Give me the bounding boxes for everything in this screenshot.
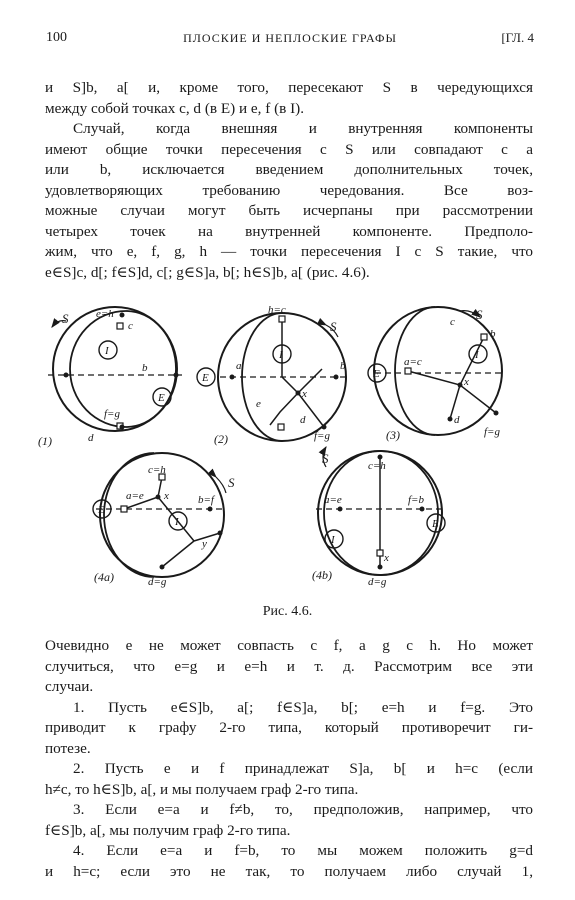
- panel-2-label-f: f=g: [314, 430, 330, 442]
- panel-4a-label-y: y: [202, 538, 207, 550]
- panel-1-label-e-comp: E: [158, 392, 165, 404]
- running-title: ПЛОСКИЕ И НЕПЛОСКИЕ ГРАФЫ: [183, 31, 397, 45]
- text-block-top: [45, 78, 533, 283]
- panel-4b-label-b: f=b: [408, 494, 424, 506]
- panel-4b-label-c: c=h: [368, 460, 386, 472]
- panel-1-id: (1): [38, 434, 52, 448]
- panel-3-diagram: [368, 307, 502, 435]
- text-block-bottom: [45, 636, 533, 882]
- text-line: приводит к графу 2-го типа, который противоречит ги-: [45, 719, 533, 736]
- figure-4-6: [30, 297, 550, 597]
- text-line: случиться, что e=g и e=h и т. д. Рассмотрим все эти: [45, 657, 533, 675]
- panel-4b-label-i: I: [331, 534, 335, 546]
- text-line: 4. Если e=a и f=b, то мы можем положить g=d: [73, 842, 533, 859]
- panel-1-label-i: I: [105, 345, 109, 357]
- panel-2-label-i: I: [279, 349, 283, 361]
- text-line: h≠c, то h∈S]b, a[, и мы получаем граф 2-го типа.: [45, 780, 359, 798]
- text-line: между собой точках c, d (в E) и e, f (в I).: [45, 99, 305, 117]
- panel-4b-label-d: d=g: [368, 576, 387, 588]
- panel-2-id: (2): [214, 432, 228, 446]
- panel-2-label-e: e: [256, 398, 261, 410]
- text-line: 1. Пусть e∈S]b, a[; f∈S]a, b[; e=h и f=g. Это: [73, 698, 533, 716]
- text-line: 2. Пусть e и f принадлежат S]a, b[ и h=c (если: [73, 760, 533, 777]
- chapter-marker: [ГЛ. 4: [501, 30, 534, 45]
- panel-2-diagram: [197, 313, 348, 441]
- panel-1-label-f: f=g: [104, 408, 120, 420]
- panel-2-label-a: a: [236, 360, 242, 372]
- panel-4a-id: (4a): [94, 570, 114, 584]
- page-number: 100: [46, 30, 67, 45]
- text-line: потезе.: [45, 739, 91, 757]
- panel-3-label-s: S: [476, 307, 483, 322]
- panel-2-label-s: S: [330, 319, 337, 334]
- panel-3-label-d: d: [454, 414, 460, 426]
- text-line: Случай, когда внешняя и внутренняя компоненты: [73, 120, 533, 137]
- panel-4a-label-d: d=g: [148, 576, 167, 588]
- panel-1-label-e: e=h: [96, 308, 114, 320]
- text-line: четырех точек на внутренней компоненте. Предполо-: [45, 222, 533, 240]
- panel-4b-label-a: a=e: [324, 494, 342, 506]
- panel-3-label-a: a=c: [404, 356, 422, 368]
- panel-2-label-x: x: [302, 388, 307, 400]
- panel-4a-label-c: c=h: [148, 464, 166, 476]
- panel-3-label-f: f=g: [484, 426, 500, 438]
- panel-3-label-i: I: [475, 349, 479, 361]
- text-line: или b, исключается введением дополнительных точек,: [45, 161, 533, 178]
- panel-3-label-x: x: [464, 376, 469, 388]
- panel-2-label-b: b: [340, 360, 346, 372]
- panel-1-label-b: b: [142, 362, 148, 374]
- panel-4b-label-s: S: [322, 451, 329, 466]
- panel-2-label-d: d: [300, 414, 306, 426]
- panel-4b-id: (4b): [312, 568, 332, 582]
- panel-1-label-s: S: [62, 311, 69, 326]
- text-line: имеют общие точки пересечения с S или совпадают с a: [45, 140, 533, 158]
- text-line: e∈S]c, d[; f∈S]d, c[; g∈S]a, b[; h∈S]b, a[ (рис. 4.6).: [45, 263, 370, 281]
- panel-3-id: (3): [386, 428, 400, 442]
- text-line: случаи.: [45, 678, 94, 695]
- text-line: Очевидно e не может совпасть с f, a g с h. Но может: [45, 637, 533, 654]
- panel-4b-label-e-comp: E: [432, 518, 439, 530]
- panel-1-label-d: d: [88, 432, 94, 444]
- panel-4a-label-x: x: [164, 490, 169, 502]
- text-line: и S]b, a[ и, кроме того, пересекают S в чередующихся: [45, 79, 533, 96]
- text-line: и h=c; если это не так, то получаем либо случай 1,: [45, 862, 533, 880]
- text-line: можные случаи могут быть исчерпаны при рассмотрении: [45, 202, 533, 219]
- panel-2-label-e-comp: E: [202, 372, 209, 384]
- page-header: [46, 30, 534, 50]
- text-line: удовлетворяющих требованию чередования. Все воз-: [45, 181, 533, 199]
- panel-3-label-b: b: [490, 328, 496, 340]
- text-line: 3. Если e=a и f≠b, то, предположив, например, что: [73, 801, 533, 818]
- text-line: жим, что e, f, g, h — точки пересечения I с S такие, что: [45, 243, 533, 260]
- panel-4a-label-a: a=e: [126, 490, 144, 502]
- panel-3-label-e-comp: E: [373, 368, 380, 380]
- panel-4a-label-b: b=f: [198, 494, 214, 506]
- panel-3-label-c: c: [450, 316, 455, 328]
- panel-1-label-c: c: [128, 320, 133, 332]
- panel-4a-label-i: I: [175, 516, 179, 528]
- panel-4b-label-x: x: [384, 552, 389, 564]
- text-line: f∈S]b, a[, мы получим граф 2-го типа.: [45, 821, 291, 839]
- panel-2-label-h: h=c: [268, 304, 286, 316]
- panel-4a-label-e-comp: E: [98, 504, 105, 516]
- figure-caption: Рис. 4.6.: [262, 604, 313, 619]
- panel-4a-label-s: S: [228, 475, 235, 490]
